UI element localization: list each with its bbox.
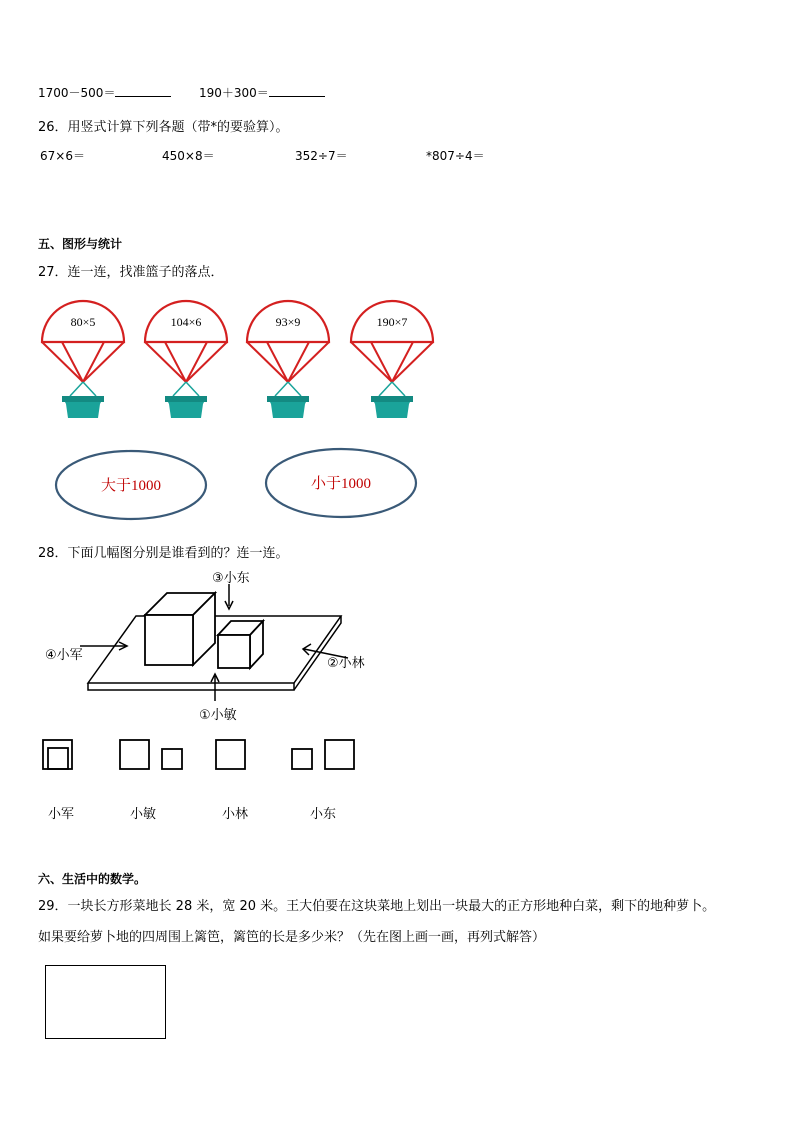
name-label-2[interactable]: 小敏 [130, 807, 157, 822]
vegetable-plot-rectangle[interactable] [45, 965, 166, 1039]
q27-prompt: 27．连一连，找准篮子的落点． [38, 265, 224, 280]
q26-item-4: *807÷4＝ [426, 149, 485, 163]
viewer-right-label: ②小林 [327, 656, 365, 671]
parachute-3-label: 93×9 [275, 315, 301, 329]
section-6-title: 六、生活中的数学。 [38, 872, 147, 886]
parachute-2-label: 104×6 [170, 315, 202, 329]
viewer-front-label: ①小敏 [199, 708, 237, 723]
q26-item-1: 67×6＝ [40, 149, 85, 163]
view-option-1[interactable] [43, 740, 72, 769]
q29-line-2: 如果要给萝卜地的四周围上篱笆，篱笆的长是多少米？（先在图上画一画，再列式解答） [38, 930, 546, 945]
q26-item-3: 352÷7＝ [295, 149, 348, 163]
parachute-1-label: 80×5 [70, 315, 96, 329]
q26-item-2: 450×8＝ [162, 149, 215, 163]
large-cube [145, 593, 215, 665]
name-label-3[interactable]: 小林 [222, 807, 249, 822]
arrow-front [211, 674, 219, 701]
equation-2-expr: 190＋300＝ [199, 86, 269, 100]
viewer-top-label: ③小东 [212, 571, 250, 586]
target-oval-less-label: 小于1000 [310, 476, 372, 492]
arrow-top [225, 584, 233, 609]
view-option-2[interactable] [120, 740, 182, 769]
q26-prompt: 26．用竖式计算下列各题（带*的要验算）。 [38, 120, 289, 135]
equation-1-expr: 1700－500＝ [38, 86, 116, 100]
section-5-title: 五、图形与统计 [38, 237, 123, 251]
name-label-1[interactable]: 小军 [48, 807, 75, 822]
arrow-left [80, 642, 127, 650]
viewer-left-label: ④小军 [45, 648, 83, 663]
target-oval-greater-label: 大于1000 [100, 478, 162, 494]
parachute-4-label: 190×7 [376, 315, 408, 329]
small-cube [218, 621, 263, 668]
q28-prompt: 28．下面几幅图分别是谁看到的？连一连。 [38, 546, 289, 561]
name-label-4[interactable]: 小东 [310, 807, 337, 822]
view-option-4[interactable] [292, 740, 354, 769]
view-option-3[interactable] [216, 740, 245, 769]
q29-line-1: 29．一块长方形菜地长 28 米，宽 20 米。王大伯要在这块菜地上划出一块最大的正方形地种白菜，剩下的地种萝卜。 [38, 899, 716, 914]
